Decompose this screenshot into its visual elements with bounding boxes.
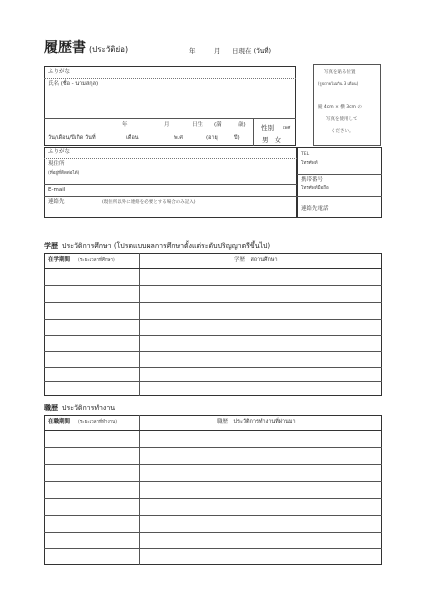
dob-tsuki: 月 [164,122,170,128]
gender-label: 性別 [261,124,274,132]
divider [297,174,382,175]
table-row[interactable] [45,320,381,335]
education-heading-thai: ประวัติการศึกษา (โปรดแบบผลการศึกษาตั้งแต่ระดับปริญญาตรีขึ้นไป) [62,242,271,250]
table-row[interactable] [45,382,381,395]
contact-label: 連絡先 [48,199,65,205]
furigana-field[interactable] [110,68,250,77]
dob-month-thai: เดือน [126,135,139,141]
contact-note: (現住所以外に連絡を必要とする場合のみ記入) [102,200,196,205]
page-subtitle: (ประวัติย่อ) [89,45,129,54]
divider [253,118,254,146]
current-address-thai: (ที่อยู่ที่ติดต่อได้) [48,171,80,176]
divider [44,184,297,185]
table-row[interactable] [45,533,381,548]
furigana-label: ふりがな [48,69,71,75]
dob-label: วัน/เดือน/ปีเกิด วันที่ [48,135,96,141]
table-row[interactable] [45,465,381,481]
page-title: 履歴書 [44,40,86,56]
photo-text-5: ください。 [331,129,354,134]
tel-field[interactable] [320,150,380,172]
photo-text-1: 写真を貼る位置 [324,70,356,75]
gender-options[interactable]: 男 女 [262,136,282,144]
table-row[interactable] [45,448,381,464]
work-col1-header: 在職期間 [48,419,71,425]
email-field[interactable] [80,186,290,195]
address-furigana-field[interactable] [80,149,290,157]
dob-year-thai: พ.ศ [174,135,183,141]
table-row[interactable] [45,431,381,447]
table-row[interactable] [45,516,381,532]
table-row[interactable] [45,482,381,498]
education-col1-thai: (ระยะเวลาที่ศึกษา) [78,258,115,263]
table-row[interactable] [45,499,381,515]
photo-text-2: (รูปถ่ายไม่เกิน 3 เดือน) [318,81,359,86]
work-heading-thai: ประวัติการทำงาน [62,404,116,412]
photo-text-3: 縦 4cm × 横 3cm の [318,105,362,110]
contact-tel-field[interactable] [335,200,380,216]
current-address-field[interactable] [100,160,290,182]
email-label: E-mail [48,187,66,193]
education-col2-header: 学歴 สถานศึกษา [234,257,278,263]
dob-pi-thai: ปี) [234,135,240,141]
header-month: 月 [214,47,221,55]
header-date: 日現在 (วันที่) [232,47,272,55]
dob-age-thai: (อายุ [206,135,218,141]
dob-man: (満 [214,122,222,128]
photo-text-4: 写真を使用して [326,117,358,122]
work-col1-thai: (ระยะเวลาที่ทำงาน) [78,420,118,425]
header-year: 年 [189,47,196,55]
dob-hi: 日生 [192,122,204,128]
dob-sai: 歳) [238,122,246,128]
gender-thai-label: เพศ [283,126,291,131]
name-label: 氏名 (ชื่อ - นามสกุล) [48,81,99,87]
divider [44,78,296,79]
contact-tel-label: 連絡先電話 [301,206,329,212]
tel-label: TEL [301,152,310,157]
mobile-thai-label: โทรศัพท์มือถือ [301,186,329,191]
divider [44,158,297,159]
table-row[interactable] [45,336,381,351]
dob-nen: 年 [122,122,128,128]
mobile-label: 携帯番号 [301,177,324,183]
divider [44,196,297,197]
current-address-label: 現住所 [48,161,65,167]
divider [44,118,296,119]
table-row[interactable] [45,286,381,302]
name-field[interactable] [60,90,290,116]
tel-thai-label: โทรศัพท์ [301,161,318,166]
divider [297,196,382,197]
mobile-field[interactable] [335,176,380,194]
table-row[interactable] [45,303,381,319]
address-furigana-label: ふりがな [48,149,71,155]
table-row[interactable] [45,368,381,381]
work-col2-header: 職歴 ประวัติการทำงานที่ผ่านมา [217,419,296,425]
education-col1-header: 在学期間 [48,257,71,263]
contact-field[interactable] [80,208,290,217]
table-row[interactable] [45,549,381,564]
work-heading: 職歴 [44,404,58,412]
table-row[interactable] [45,352,381,367]
table-row[interactable] [45,269,381,285]
education-heading: 学歴 [44,242,58,250]
